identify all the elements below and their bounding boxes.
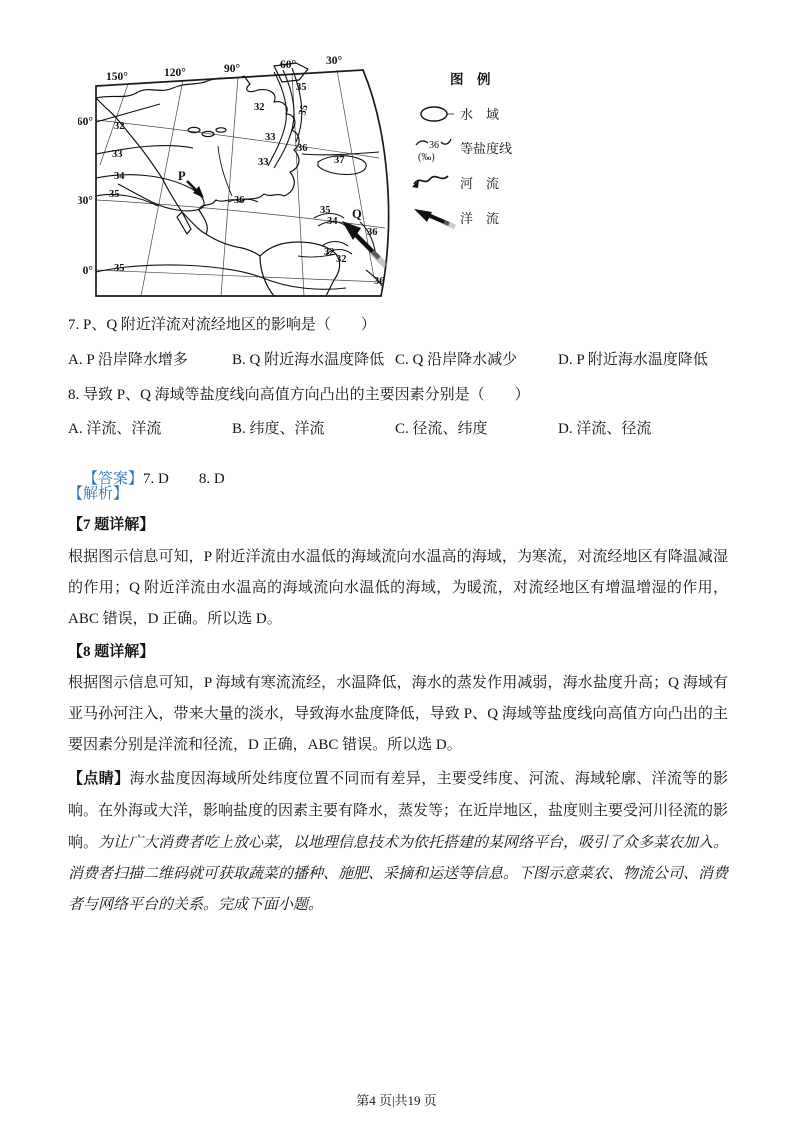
coastlines (96, 63, 340, 296)
intro-paragraph: 为让广大消费者吃上放心菜，以地理信息技术为依托搭建的某网络平台，吸引了众多菜农加入。消费者扫描二维码就可获取蔬菜的播种、施肥、采摘和运送等信息。下图示意菜农、物流公司、消费者与网络平台的关系。完成下面小题。 (68, 835, 729, 913)
salinity-label: 33 (265, 132, 276, 143)
salinity-label: 35 (297, 103, 311, 117)
detail-8-heading: 【8 题详解】 (68, 644, 155, 660)
lon-label: 150° (106, 71, 128, 83)
salinity-label: 32 (254, 102, 265, 113)
legend-title: 图 例 (450, 72, 491, 87)
salinity-label: 34 (114, 171, 125, 182)
river-symbol (414, 176, 448, 184)
detail-8-body: 根据图示信息可知，P 海域有寒流流经，水温降低，海水的蒸发作用减弱，海水盐度升高；Q 海域有亚马孙河注入，带来大量的淡水，导致海水盐度降低，导致 P、Q 海域等盐度线向高值方向凸出的主要因素分别是洋流和径流，D 正确，ABC 错误。所以选 D。 (68, 675, 728, 753)
tip-label: 【点睛】 (68, 771, 130, 787)
lat-label: 30° (78, 195, 93, 207)
isohaline-symbol-left (416, 141, 428, 145)
current-q-marker (342, 207, 386, 266)
current-symbol-shadow (444, 222, 455, 227)
q7-option-a: A. P 沿岸降水增多 (68, 352, 188, 368)
salinity-map-figure (78, 50, 540, 318)
salinity-label: 37 (334, 155, 345, 166)
salinity-label: 32 (114, 121, 125, 132)
detail-7-heading: 【7 题详解】 (68, 517, 155, 533)
question-8-options (68, 417, 728, 439)
current-p-marker (178, 169, 204, 198)
salinity-label: 35 (296, 82, 307, 93)
map-legend (412, 71, 512, 227)
answer-label: 【答案】 (83, 471, 144, 487)
answer-value: 7. D 8. D (143, 471, 225, 487)
q-current-shadow (372, 252, 386, 266)
salinity-map (78, 50, 540, 318)
q-label: Q (352, 207, 362, 221)
salinity-labels (109, 82, 385, 287)
legend-river-label: 河 流 (460, 176, 500, 191)
q8-option-b: B. 纬度、洋流 (232, 421, 325, 437)
question-8-stem: 8. 导致 P、Q 海域等盐度线向高值方向凸出的主要因素分别是（ ） (68, 387, 530, 403)
q8-option-c: C. 径流、纬度 (395, 421, 488, 437)
lat-label: 60° (78, 116, 93, 128)
detail-7-text: 根据图示信息可知，P 附近洋流由水温低的海域流向水温高的海域，为寒流，对流经地区有降温减湿的作用；Q 附近洋流由水温高的海域流向水温低的海域，为暖流，对流经地区有增温增湿的作用，ABC 错误，D 正确。所以选 D。 (68, 549, 728, 627)
legend-water-label: 水 域 (460, 107, 500, 122)
tip-text: 海水盐度因海域所处纬度位置不同而有差异，主要受纬度、河流、海域轮廓、洋流等的影响。在外海或大洋，影响盐度的因素主要有降水，蒸发等；在近岸地区，盐度则主要受河川径流的影响。 (68, 771, 729, 851)
salinity-label: 35 (320, 205, 331, 216)
lon-label: 90° (224, 63, 241, 75)
water-area-symbol (421, 107, 447, 121)
salinity-label: 36 (297, 143, 308, 154)
q8-option-d: D. 洋流、径流 (558, 421, 652, 437)
salinity-label: 33 (112, 149, 123, 160)
q7-option-b: B. Q 附近海水温度降低 (232, 352, 385, 368)
salinity-label: 34 (327, 216, 338, 227)
current-symbol-head (414, 209, 432, 222)
salinity-label: 36 (374, 276, 385, 287)
salinity-label: 36 (234, 195, 245, 206)
salinity-label: 36 (367, 227, 378, 238)
q7-option-c: C. Q 沿岸降水减少 (395, 352, 518, 368)
salinity-label: 32 (336, 254, 347, 265)
q7-option-d: D. P 附近海水温度降低 (558, 352, 708, 368)
question-7-options (68, 348, 728, 370)
salinity-label: 35 (114, 263, 125, 274)
isohaline-symbol-unit: (‰) (418, 152, 435, 163)
p-label: P (178, 169, 186, 183)
lon-label: 60° (280, 59, 297, 71)
isohaline-symbol-right (441, 139, 451, 144)
legend-isohaline-label: 等盐度线 (460, 141, 513, 156)
salinity-label: 35 (109, 189, 120, 200)
isohaline-symbol-value: 36 (429, 140, 439, 151)
analysis-label: 【解析】 (68, 486, 129, 502)
detail-8-text (68, 668, 728, 761)
latitude-labels (78, 116, 93, 277)
q8-option-a: A. 洋流、洋流 (68, 421, 162, 437)
legend-current-label: 洋 流 (460, 211, 500, 226)
lon-label: 30° (326, 55, 343, 67)
lon-label: 120° (164, 67, 186, 79)
lat-label: 0° (82, 265, 93, 277)
salinity-label: 32 (324, 247, 335, 258)
salinity-label: 33 (258, 157, 269, 168)
question-7-stem: 7. P、Q 附近洋流对流经地区的影响是（ ） (68, 317, 376, 333)
page-number: 第4 页|共19 页 (356, 1093, 437, 1108)
